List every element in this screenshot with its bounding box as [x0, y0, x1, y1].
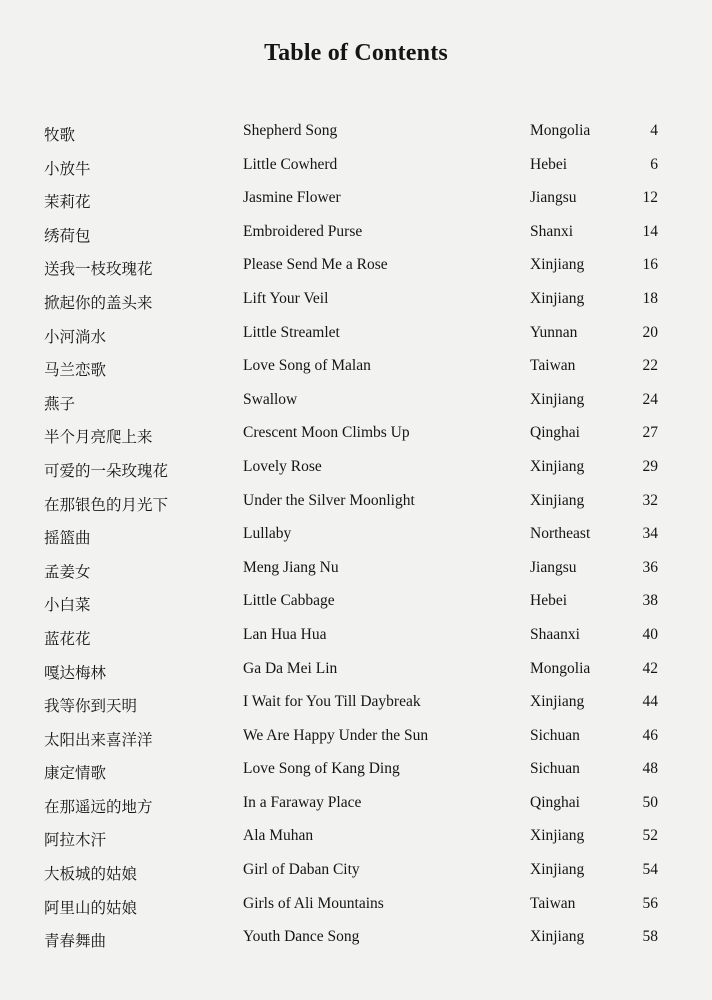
- region: Taiwan: [530, 357, 576, 375]
- toc-list: [0, 117, 712, 957]
- english-title: Ala Muhan: [243, 827, 314, 845]
- page-number: 16: [642, 256, 658, 274]
- english-title: Shepherd Song: [243, 122, 338, 139]
- region: Xinjiang: [530, 928, 585, 946]
- page-number: 34: [642, 525, 658, 543]
- page-number: 56: [642, 894, 658, 912]
- page-number: 44: [642, 693, 658, 711]
- toc-entry: [0, 285, 712, 319]
- chinese-title: 太阳出来喜洋洋: [44, 730, 153, 749]
- toc-entry: [0, 789, 712, 823]
- english-title: Little Cabbage: [243, 592, 335, 610]
- english-title: I Wait for You Till Daybreak: [243, 693, 421, 711]
- region: Yunnan: [530, 323, 578, 341]
- toc-entry: [0, 218, 712, 252]
- page-number: 48: [642, 760, 658, 778]
- page-number: 29: [642, 457, 658, 475]
- region: Xinjiang: [530, 827, 585, 845]
- toc-entry: [0, 856, 712, 890]
- english-title: In a Faraway Place: [243, 793, 362, 811]
- page-number: 27: [642, 424, 658, 442]
- english-title: Please Send Me a Rose: [243, 256, 388, 274]
- chinese-title: 我等你到天明: [44, 697, 138, 716]
- region: Xinjiang: [530, 390, 585, 408]
- english-title: Love Song of Malan: [243, 357, 371, 375]
- english-title: Jasmine Flower: [243, 189, 341, 207]
- region: Xinjiang: [530, 861, 585, 879]
- toc-entry: [0, 419, 712, 453]
- region: Mongolia: [530, 122, 591, 139]
- chinese-title: 掀起你的盖头来: [44, 293, 153, 312]
- chinese-title: 蓝花花: [44, 629, 91, 648]
- region: Xinjiang: [530, 289, 585, 307]
- page-number: 32: [642, 491, 658, 509]
- toc-entry: [0, 352, 712, 386]
- page-number: 54: [642, 861, 658, 879]
- toc-entry: [0, 251, 712, 285]
- page-number: 6: [650, 155, 658, 173]
- english-title: Love Song of Kang Ding: [243, 760, 400, 778]
- page-number: 42: [642, 659, 658, 677]
- toc-entry: [0, 822, 712, 856]
- region: Xinjiang: [530, 256, 585, 274]
- page-number: 58: [642, 928, 658, 946]
- chinese-title: 茉莉花: [44, 193, 91, 212]
- page-number: 18: [642, 289, 658, 307]
- english-title: Under the Silver Moonlight: [243, 491, 415, 509]
- region: Qinghai: [530, 424, 580, 442]
- region: Sichuan: [530, 726, 580, 744]
- chinese-title: 青春舞曲: [44, 932, 107, 951]
- english-title: Little Streamlet: [243, 323, 340, 341]
- region: Northeast: [530, 525, 591, 543]
- english-title: Lullaby: [243, 525, 292, 543]
- english-title: Meng Jiang Nu: [243, 558, 339, 576]
- english-title: Lan Hua Hua: [243, 625, 327, 643]
- english-title: Lovely Rose: [243, 457, 322, 475]
- toc-entry: [0, 755, 712, 789]
- region: Shanxi: [530, 222, 574, 240]
- page-number: 20: [642, 323, 658, 341]
- chinese-title: 小河淌水: [44, 327, 107, 346]
- toc-entry: [0, 587, 712, 621]
- chinese-title: 绣荷包: [44, 226, 91, 245]
- region: Taiwan: [530, 894, 576, 912]
- english-title: Swallow: [243, 390, 298, 408]
- page-number: 36: [642, 558, 658, 576]
- chinese-title: 小白菜: [44, 596, 91, 615]
- chinese-title: 小放牛: [44, 159, 91, 178]
- page-title: Table of Contents: [264, 40, 448, 66]
- toc-entry: [0, 890, 712, 924]
- chinese-title: 阿里山的姑娘: [44, 898, 138, 917]
- chinese-title: 半个月亮爬上来: [44, 428, 153, 447]
- page-number: 22: [642, 357, 658, 375]
- toc-entry: [0, 520, 712, 554]
- chinese-title: 在那银色的月光下: [44, 495, 169, 514]
- toc-entry: [0, 386, 712, 420]
- toc-entry: [0, 722, 712, 756]
- english-title: Embroidered Purse: [243, 222, 363, 240]
- chinese-title: 嘎达梅林: [44, 663, 107, 682]
- chinese-title: 康定情歌: [44, 764, 107, 783]
- toc-entry: [0, 655, 712, 689]
- toc-entry: [0, 487, 712, 521]
- page-number: 52: [642, 827, 658, 845]
- chinese-title: 阿拉木汗: [44, 831, 107, 850]
- region: Xinjiang: [530, 693, 585, 711]
- page-number: 14: [642, 222, 658, 240]
- english-title: Ga Da Mei Lin: [243, 659, 338, 677]
- region: Sichuan: [530, 760, 580, 778]
- english-title: Little Cowherd: [243, 155, 338, 173]
- region: Xinjiang: [530, 457, 585, 475]
- page-number: 38: [642, 592, 658, 610]
- toc-entry: [0, 621, 712, 655]
- page-number: 24: [642, 390, 658, 408]
- region: Hebei: [530, 155, 568, 173]
- english-title: Youth Dance Song: [243, 928, 360, 946]
- toc-entry: [0, 184, 712, 218]
- region: Qinghai: [530, 793, 580, 811]
- toc-entry: [0, 151, 712, 185]
- region: Mongolia: [530, 659, 591, 677]
- chinese-title: 燕子: [44, 394, 76, 413]
- chinese-title: 马兰恋歌: [44, 361, 107, 380]
- toc-entry: [0, 453, 712, 487]
- page-number: 4: [650, 122, 658, 139]
- chinese-title: 孟姜女: [44, 562, 91, 581]
- chinese-title: 摇篮曲: [44, 529, 91, 548]
- region: Jiangsu: [530, 189, 577, 207]
- page-number: 50: [642, 793, 658, 811]
- english-title: We Are Happy Under the Sun: [243, 726, 429, 744]
- toc-entry: [0, 554, 712, 588]
- toc-entry: [0, 117, 712, 151]
- page-number: 12: [642, 189, 658, 207]
- english-title: Lift Your Veil: [243, 289, 329, 307]
- chinese-title: 大板城的姑娘: [44, 865, 138, 884]
- chinese-title: 送我一枝玫瑰花: [44, 260, 153, 279]
- english-title: Crescent Moon Climbs Up: [243, 424, 410, 442]
- chinese-title: 可爱的一朵玫瑰花: [44, 461, 169, 480]
- page-number: 40: [642, 625, 658, 643]
- page-number: 46: [642, 726, 658, 744]
- region: Shaanxi: [530, 625, 580, 643]
- chinese-title: 在那遥远的地方: [44, 797, 153, 816]
- region: Jiangsu: [530, 558, 577, 576]
- toc-entry: [0, 923, 712, 957]
- chinese-title: 牧歌: [44, 126, 76, 144]
- region: Xinjiang: [530, 491, 585, 509]
- english-title: Girls of Ali Mountains: [243, 894, 384, 912]
- toc-entry: [0, 319, 712, 353]
- toc-entry: [0, 688, 712, 722]
- english-title: Girl of Daban City: [243, 861, 360, 879]
- region: Hebei: [530, 592, 568, 610]
